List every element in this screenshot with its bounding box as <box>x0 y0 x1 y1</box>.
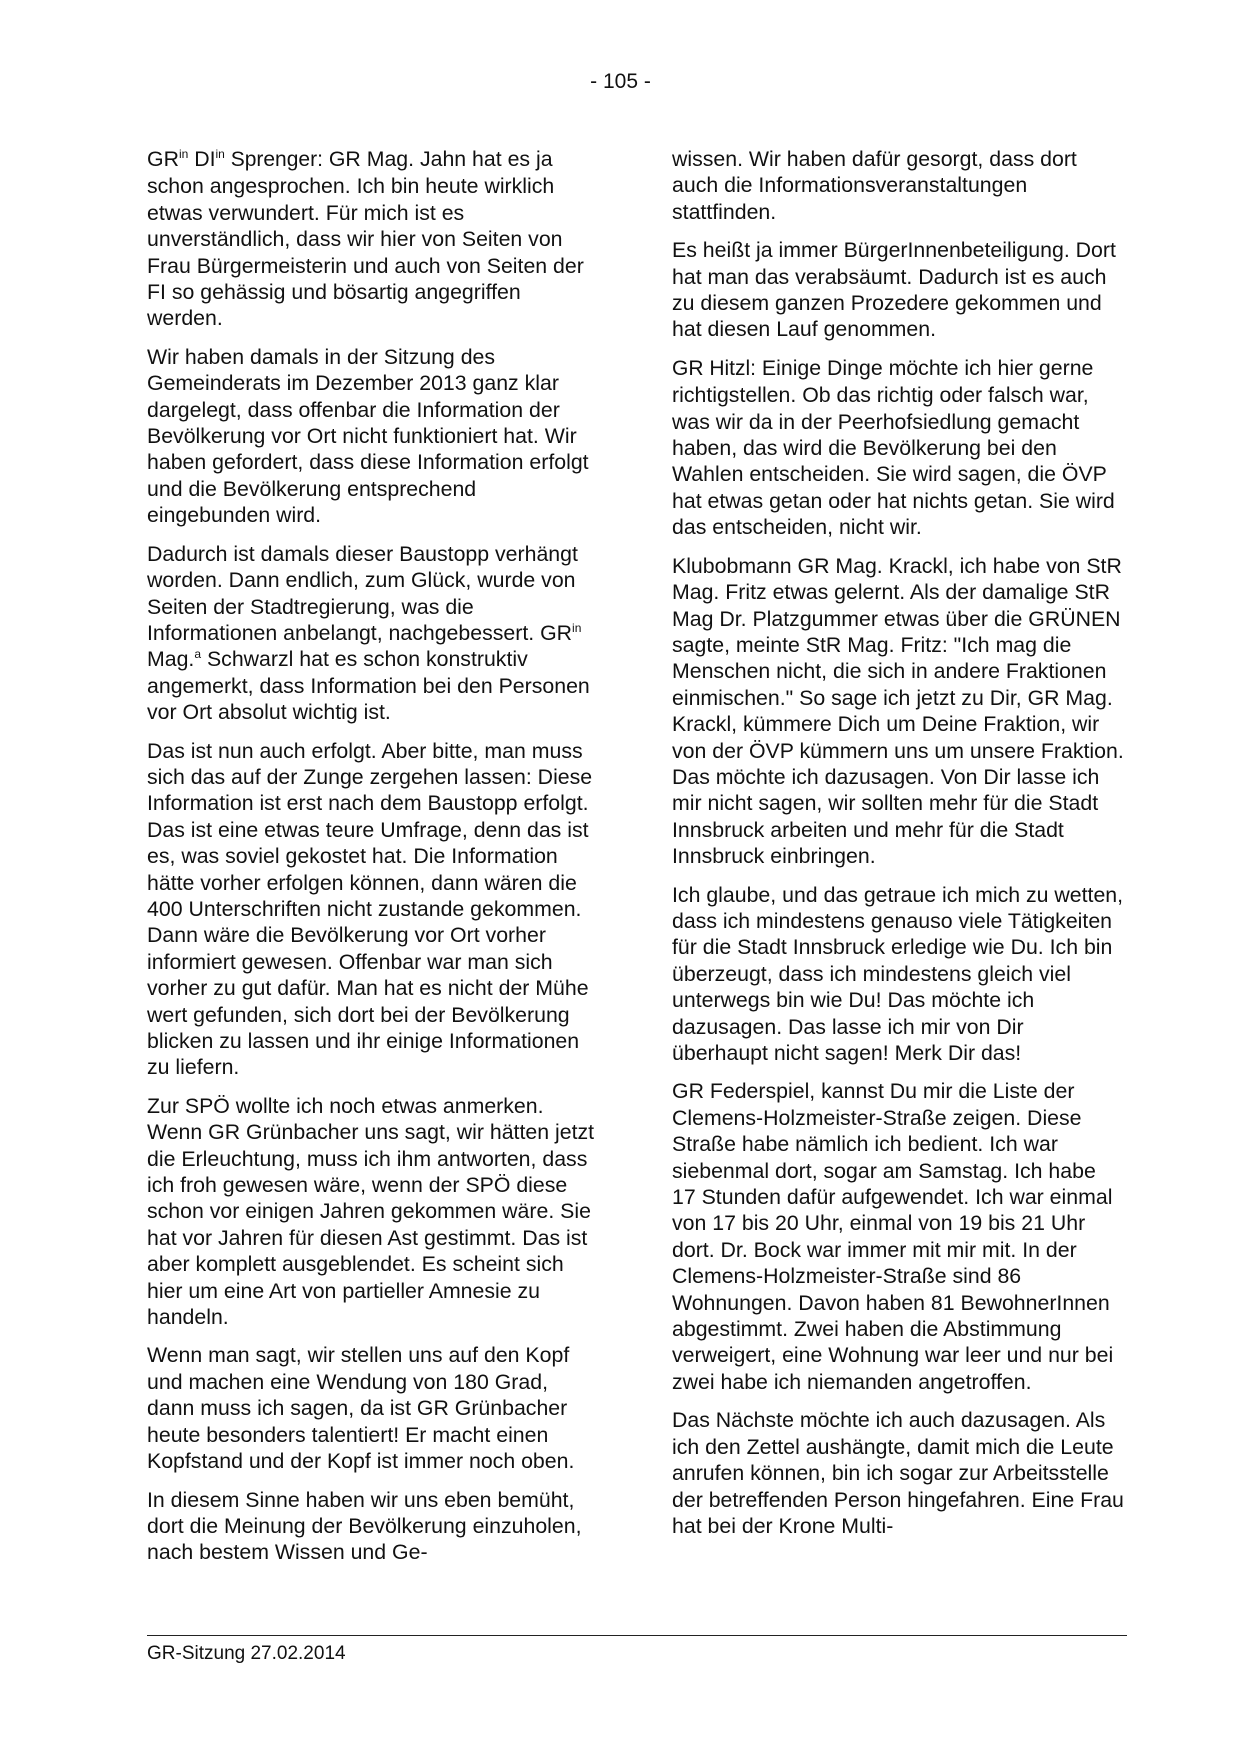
paragraph: In diesem Sinne haben wir uns eben bemüht, dort die Meinung der Bevölkerung einzuholen, nach bestem Wissen und Ge- <box>147 1487 582 1565</box>
page-number: - 105 - <box>590 70 651 93</box>
speaker-title: GR <box>147 147 179 171</box>
superscript: in <box>178 146 189 161</box>
paragraph-text: GR Mag. Jahn hat es ja schon angesprochen. Ich bin heute wirklich etwas verwundert. Für mich ist es unverständlich, dass wir hier von Seiten von Frau Bürgermeisterin und auch von Seiten der FI so gehässig und bösartig angegriffen werden. <box>147 147 584 331</box>
right-column <box>672 146 1124 1551</box>
paragraph: Das ist nun auch erfolgt. Aber bitte, man muss sich das auf der Zunge zergehen lassen: Diese Information ist erst nach dem Baustopp erfolgt. Das ist eine etwas teure Umfrage, denn das ist es, was soviel gekostet hat. Die Information hätte vorher erfolgen können, dann wären die 400 Unterschriften nicht zustande gekommen. Dann wäre die Bevölkerung vor Ort vorher informiert gewesen. Offenbar war man sich vorher zu gut dafür. Man hat es nicht der Mühe wert gefunden, sich dort bei der Bevölkerung blicken zu lassen und ihr einige Informationen zu liefern. <box>147 738 593 1080</box>
footer-session-date: GR-Sitzung 27.02.2014 <box>147 1643 346 1664</box>
paragraph: Zur SPÖ wollte ich noch etwas anmerken. Wenn GR Grünbacher uns sagt, wir hätten jetzt die Erleuchtung, muss ich ihm antworten, dass ich froh gewesen wäre, wenn der SPÖ diese schon vor einigen Jahren gekommen wäre. Sie hat vor Jahren für diesen Ast gestimmt. Das ist aber komplett ausgeblendet. Es scheint sich hier um eine Art von partieller Amnesie zu handeln. <box>147 1093 595 1330</box>
paragraph-text: Dadurch ist damals dieser Baustopp verhängt worden. Dann endlich, zum Glück, wurde von Seiten der Stadtregierung, was die Informationen anbelangt, nachgebessert. GR <box>147 541 578 645</box>
paragraph: wissen. Wir haben dafür gesorgt, dass dort auch die Informationsveranstaltungen stattfinden. <box>672 147 1077 224</box>
paragraph <box>147 146 599 332</box>
superscript: in <box>572 620 582 635</box>
paragraph: Wir haben damals in der Sitzung des Gemeinderats im Dezember 2013 ganz klar dargelegt, dass offenbar die Information der Bevölkerung vor Ort nicht funktioniert hat. Wir haben gefordert, dass diese Information erfolgt und die Bevölkerung entsprechend eingebunden wird. <box>147 344 589 528</box>
paragraph: Das Nächste möchte ich auch dazusagen. Als ich den Zettel aushängte, damit mich die Leute anrufen können, bin ich sogar zur Arbeitsstelle der betreffenden Person hingefahren. Eine Frau hat bei der Krone Multi- <box>672 1408 1124 1538</box>
footer-divider <box>147 1635 1127 1636</box>
superscript: in <box>215 146 225 161</box>
speaker-title: DI <box>188 147 216 171</box>
paragraph: Ich glaube, und das getraue ich mich zu wetten, dass ich mindestens genauso viele Tätigkeiten für die Stadt Innsbruck erledige wie Du. Ich bin überzeugt, dass ich mindestens gleich viel unterwegs bin wie Du! Das möchte ich dazusagen. Das lasse ich mir von Dir überhaupt nicht sagen! Merk Dir das! <box>672 882 1124 1065</box>
paragraph: Wenn man sagt, wir stellen uns auf den Kopf und machen eine Wendung von 180 Grad, dann muss ich sagen, da ist GR Grünbacher heute besonders talentiert! Er macht einen Kopfstand und der Kopf ist immer noch oben. <box>147 1343 575 1474</box>
paragraph <box>672 355 1124 541</box>
speaker-name: GR Hitzl: <box>672 356 756 380</box>
paragraph: Klubobmann GR Mag. Krackl, ich habe von StR Mag. Fritz etwas gelernt. Als der damalige StR Mag Dr. Platzgummer etwas über die GRÜNEN sagte, meinte StR Mag. Fritz: "Ich mag die Menschen nicht, die sich in andere Fraktionen einmischen." So sage ich jetzt zu Dir, GR Mag. Krackl, kümmere Dich um Deine Fraktion, wir von der ÖVP kümmern uns um unsere Fraktion. Das möchte ich dazusagen. Von Dir lasse ich mir nicht sagen, wir sollten mehr für die Stadt Innsbruck arbeiten und mehr für die Stadt Innsbruck einbringen. <box>672 553 1124 869</box>
left-column <box>147 146 599 1578</box>
speaker-name: Sprenger: <box>224 148 323 171</box>
superscript: a <box>194 647 202 662</box>
paragraph-text: Einige Dinge möchte ich hier gerne richtigstellen. Ob das richtig oder falsch war, was wir da in der Peerhofsiedlung gemacht haben, das wird die Bevölkerung bei den Wahlen entscheiden. Sie wird sagen, die ÖVP hat etwas getan oder hat nichts getan. Sie wird das entscheiden, nicht wir. <box>672 355 1115 540</box>
paragraph-text: Mag. <box>147 647 195 672</box>
paragraph <box>147 541 599 726</box>
paragraph: GR Federspiel, kannst Du mir die Liste der Clemens-Holzmeister-Straße zeigen. Diese Straße habe nämlich ich bedient. Ich war siebenmal dort, sogar am Samstag. Ich habe 17 Stunden dafür aufgewendet. Ich war einmal von 17 bis 20 Uhr, einmal von 19 bis 21 Uhr dort. Dr. Bock war immer mit mir mit. In der Clemens-Holzmeister-Straße sind 86 Wohnungen. Davon haben 81 BewohnerInnen abgestimmt. Zwei haben die Abstimmung verweigert, eine Wohnung war leer und nur bei zwei habe ich niemanden angetroffen. <box>672 1079 1114 1394</box>
paragraph-text: Schwarzl hat es schon konstruktiv angemerkt, dass Information bei den Personen vor Ort absolut wichtig ist. <box>147 647 590 725</box>
paragraph: Es heißt ja immer BürgerInnenbeteiligung. Dort hat man das verabsäumt. Dadurch ist es auch zu diesem ganzen Prozedere gekommen und hat diesen Lauf genommen. <box>672 238 1116 342</box>
